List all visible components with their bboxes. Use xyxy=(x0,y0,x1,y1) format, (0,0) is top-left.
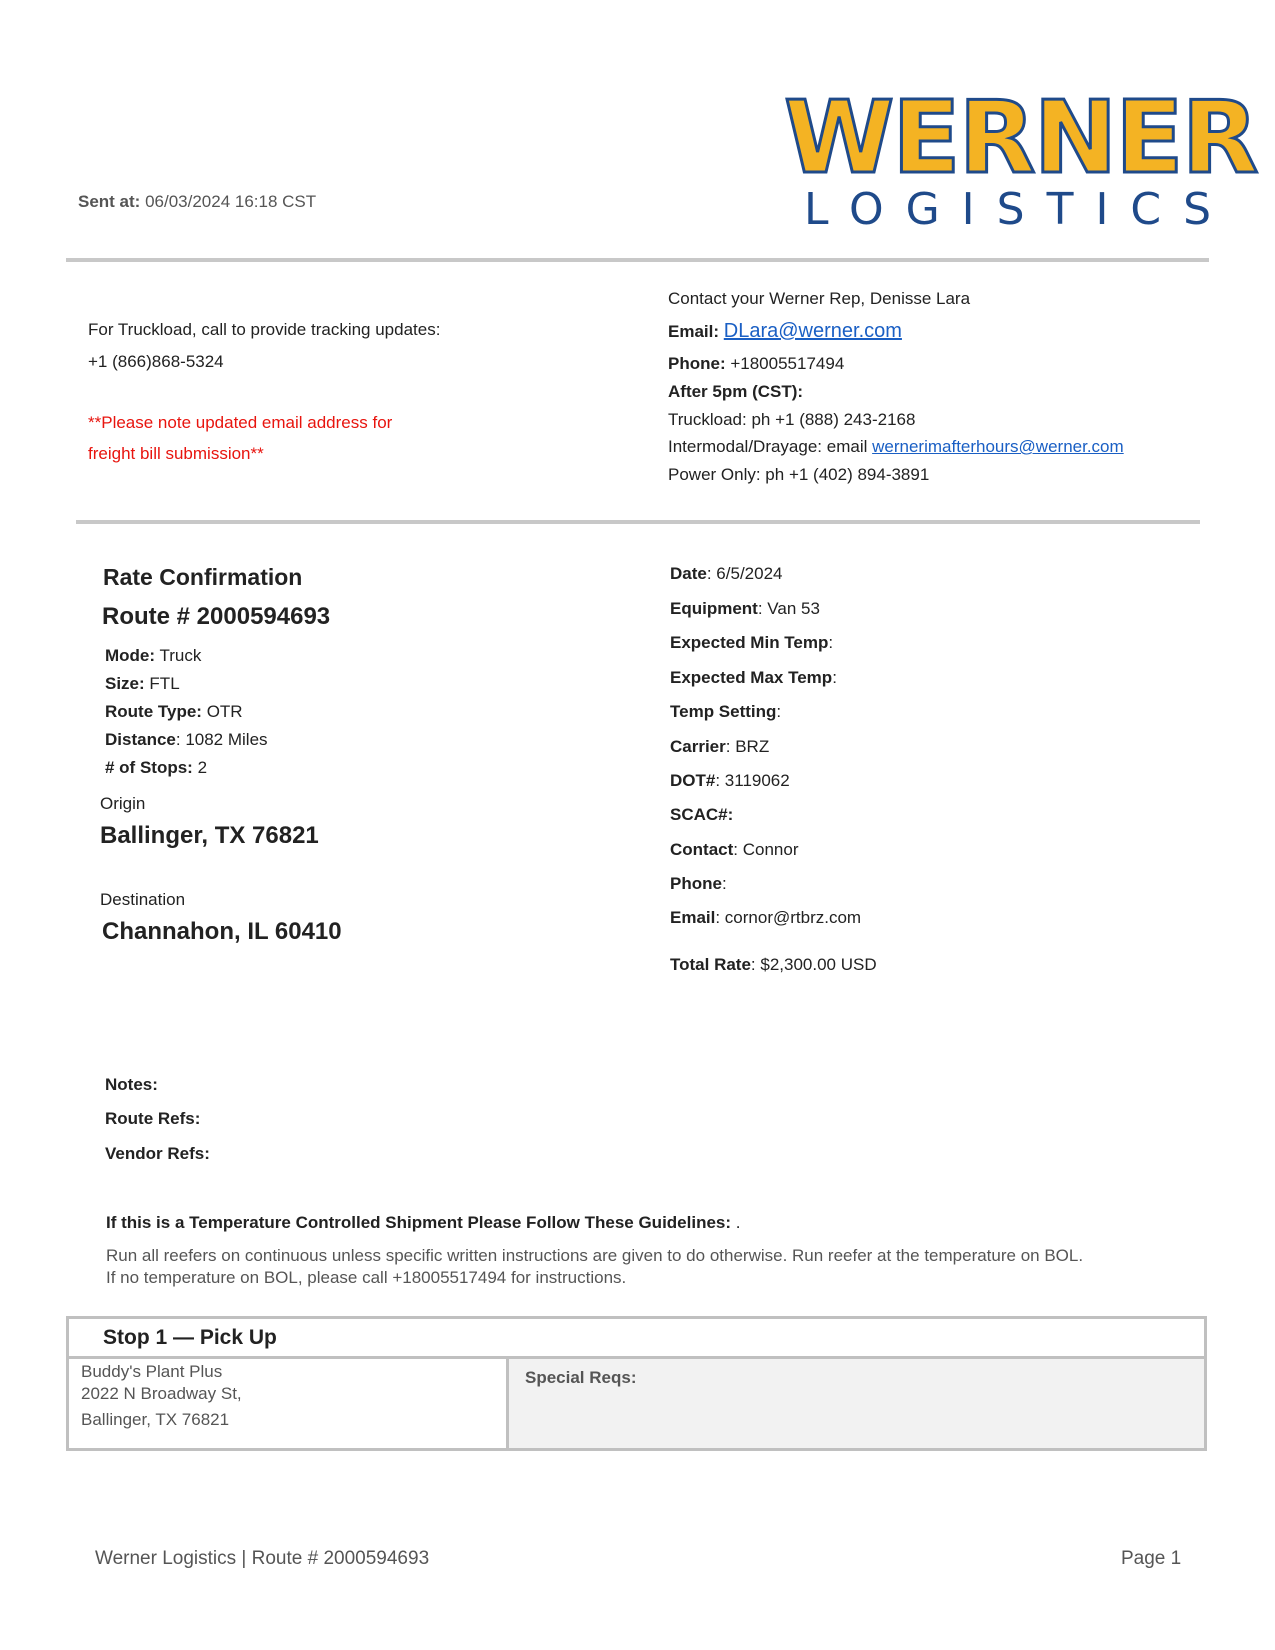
truckload-line: Truckload: ph +1 (888) 243-2168 xyxy=(668,410,916,429)
equipment-label: Equipment xyxy=(670,599,758,618)
destination-label: Destination xyxy=(100,890,186,909)
route-type-label: Route Type: xyxy=(105,702,202,721)
logo-sub-text: LOGISTICS xyxy=(804,184,1234,235)
rep-email-link[interactable]: DLara@werner.com xyxy=(723,320,902,342)
origin-value: Ballinger, TX 76821 xyxy=(100,822,319,849)
route-type-value: OTR xyxy=(206,702,243,721)
guidelines-heading-row xyxy=(106,1213,741,1233)
equipment-row xyxy=(670,599,820,619)
stop-special-cell xyxy=(509,1359,1204,1448)
sent-at-label: Sent at: xyxy=(78,192,141,211)
sent-at-value: 06/03/2024 16:18 CST xyxy=(145,192,317,211)
total-rate-value: : $2,300.00 USD xyxy=(750,955,877,974)
stops-value: 2 xyxy=(197,758,208,777)
destination-value: Channahon, IL 60410 xyxy=(102,918,342,945)
carrier-phone-value: : xyxy=(721,874,727,893)
stops-row xyxy=(105,758,207,778)
after-hours-label: After 5pm (CST): xyxy=(668,382,804,401)
date-row xyxy=(670,564,782,584)
size-value: FTL xyxy=(149,674,180,693)
scac-label: SCAC#: xyxy=(670,805,734,824)
guidelines-heading: If this is a Temperature Controlled Shipment Please Follow These Guidelines: xyxy=(106,1213,732,1232)
carrier-email-row xyxy=(670,908,861,928)
carrier-row xyxy=(670,737,769,757)
distance-value: : 1082 Miles xyxy=(175,730,268,749)
guidelines-line-1: Run all reefers on continuous unless specific written instructions are given to do otherwise. Run reefer at the temperature on BOL. xyxy=(106,1246,1084,1265)
mode-label: Mode: xyxy=(105,646,156,665)
intermodal-row xyxy=(668,437,1124,457)
logo-main-text: WERNER xyxy=(784,79,1257,196)
min-temp-label: Expected Min Temp xyxy=(670,633,829,652)
rep-phone-value: +18005517494 xyxy=(730,354,845,373)
stop-address-cell xyxy=(69,1359,509,1448)
dot-row xyxy=(670,771,790,791)
tracking-line: For Truckload, call to provide tracking updates: xyxy=(88,320,441,339)
dot-value: : 3119062 xyxy=(715,771,790,790)
stop-name: Buddy's Plant Plus xyxy=(81,1362,223,1381)
route-number: Route # 2000594693 xyxy=(102,603,331,630)
temp-setting-label: Temp Setting xyxy=(670,702,777,721)
notice-line-1: **Please note updated email address for xyxy=(88,413,393,432)
carrier-contact-value: : Connor xyxy=(733,840,799,859)
distance-label: Distance xyxy=(105,730,176,749)
vendor-refs-label: Vendor Refs: xyxy=(105,1144,210,1163)
footer-left: Werner Logistics | Route # 2000594693 xyxy=(95,1548,430,1569)
stop-street: 2022 N Broadway St, xyxy=(81,1384,242,1403)
date-label: Date xyxy=(670,564,707,583)
total-rate-label: Total Rate xyxy=(670,955,751,974)
page-number: Page 1 xyxy=(1121,1548,1182,1569)
max-temp-label: Expected Max Temp xyxy=(670,668,833,687)
max-temp-row xyxy=(670,668,837,688)
origin-label: Origin xyxy=(100,794,146,813)
power-only-line: Power Only: ph +1 (402) 894-3891 xyxy=(668,465,930,484)
max-temp-value: : xyxy=(832,668,837,687)
stop-city: Ballinger, TX 76821 xyxy=(81,1410,230,1429)
rate-confirmation-title: Rate Confirmation xyxy=(103,564,303,590)
notice-line-2: freight bill submission** xyxy=(88,444,264,463)
mode-row xyxy=(105,646,201,666)
werner-logo xyxy=(784,79,1257,235)
carrier-value: : BRZ xyxy=(725,737,770,756)
total-rate-row xyxy=(670,955,877,975)
intermodal-prefix: Intermodal/Drayage: email xyxy=(668,437,868,456)
rep-email-label: Email: xyxy=(668,322,720,341)
carrier-contact-label: Contact xyxy=(670,840,734,859)
header-divider xyxy=(66,258,1209,262)
carrier-contact-row xyxy=(670,840,798,860)
min-temp-value: : xyxy=(828,633,834,652)
route-refs-label: Route Refs: xyxy=(105,1109,201,1128)
size-row xyxy=(105,674,180,694)
route-type-row xyxy=(105,702,243,722)
rep-phone-label: Phone: xyxy=(668,354,726,373)
guidelines-heading-suffix: . xyxy=(735,1213,741,1232)
temp-setting-value: : xyxy=(776,702,782,721)
carrier-label: Carrier xyxy=(670,737,726,756)
carrier-email-value: : cornor@rtbrz.com xyxy=(715,908,862,927)
guidelines-line-2: If no temperature on BOL, please call +18005517494 for instructions. xyxy=(106,1268,627,1287)
temp-setting-row xyxy=(670,702,781,722)
date-value: : 6/5/2024 xyxy=(706,564,783,583)
carrier-email-label: Email xyxy=(670,908,716,927)
min-temp-row xyxy=(670,633,833,653)
size-label: Size: xyxy=(105,674,145,693)
rep-phone-row xyxy=(668,354,844,374)
stop-header xyxy=(69,1319,1204,1359)
carrier-phone-row xyxy=(670,874,727,894)
intermodal-email-link[interactable]: wernerimafterhours@werner.com xyxy=(872,437,1124,456)
rep-email-row xyxy=(668,320,902,343)
stop-title: Stop 1 — Pick Up xyxy=(103,1326,277,1349)
equipment-value: : Van 53 xyxy=(757,599,820,618)
stops-label: # of Stops: xyxy=(105,758,193,777)
sent-at xyxy=(78,192,316,212)
rep-line: Contact your Werner Rep, Denisse Lara xyxy=(668,289,971,308)
tracking-phone: +1 (866)868-5324 xyxy=(88,352,224,371)
section-divider xyxy=(76,520,1200,524)
mode-value: Truck xyxy=(159,646,202,665)
special-reqs-label: Special Reqs: xyxy=(525,1368,637,1387)
dot-label: DOT# xyxy=(670,771,716,790)
notes-label: Notes: xyxy=(105,1075,158,1094)
carrier-phone-label: Phone xyxy=(670,874,722,893)
distance-row xyxy=(105,730,268,750)
